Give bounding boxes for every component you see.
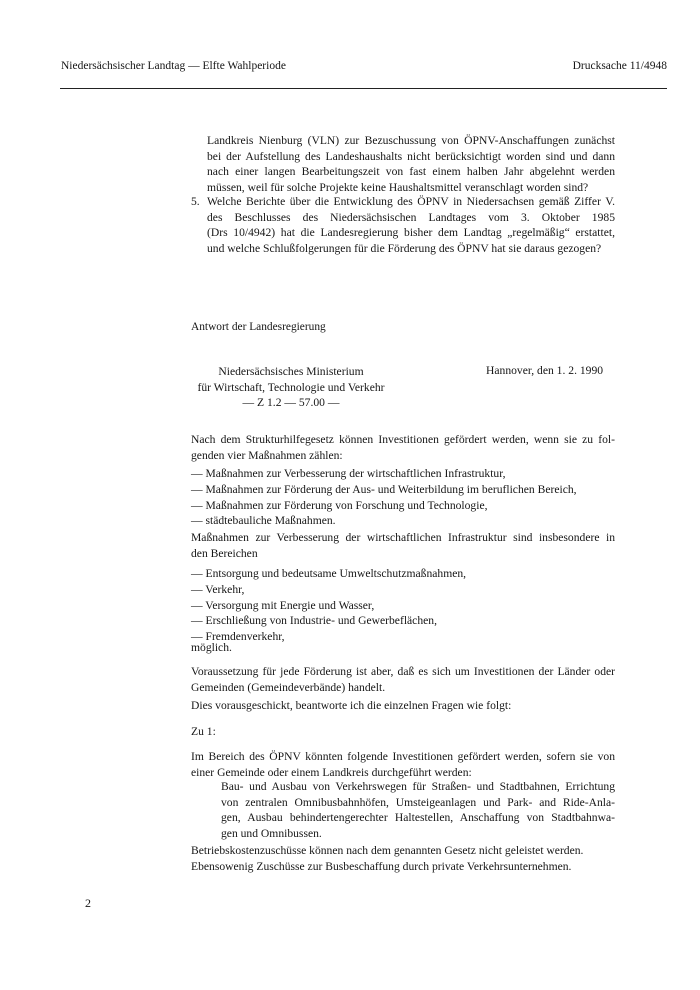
text-line: des Beschlusses des Niedersächsischen Landtages vom 3. Oktober 1985: [207, 210, 615, 224]
text-line: Landkreis Nienburg (VLN) zur Bezuschussung von ÖPNV-Anschaffungen zunächst: [207, 134, 615, 147]
place-date: Hannover, den 1. 2. 1990: [486, 364, 604, 377]
text-line: Betriebskostenzuschüsse können nach dem genannten Gesetz nicht geleistet werden.: [191, 844, 584, 857]
text-line: gen, Ausbau behindertengerechter Haltestellen, Anschaffung von Stadtbahnwa-: [221, 811, 615, 824]
header-title: Niedersächsischer Landtag — Elfte Wahlperiode: [61, 60, 286, 72]
list-item: — Entsorgung und bedeutsame Umweltschutzmaßnahmen,: [191, 567, 467, 580]
document-number: Drucksache 11/4948: [572, 60, 667, 72]
ministry-name: Niedersächsisches Ministerium: [218, 365, 364, 378]
text-line: Welche Berichte über die Entwicklung des ÖPNV in Niedersachsen gemäß Ziffer V.: [207, 195, 615, 208]
text-line: Bau- und Ausbau von Verkehrswegen für Straßen- und Stadtbahnen, Errichtung: [221, 780, 615, 793]
ministry-department: für Wirtschaft, Technologie und Verkehr: [197, 380, 385, 394]
text-line: bei der Aufstellung des Landeshaushalts nicht berücksichtigt worden sind und dann: [207, 149, 615, 163]
list-item: — Verkehr,: [191, 582, 245, 596]
reference-number: — Z 1.2 — 57.00 —: [242, 396, 340, 409]
text-line: Gemeinden (Gemeindeverbände) handelt.: [191, 680, 386, 694]
text-line: von zentralen Omnibusbahnhöfen, Umsteigeanlagen und Park- and Ride-Anla-: [221, 795, 615, 809]
text-line: und welche Schlußfolgerungen für die Förderung des ÖPNV hat sie daraus gezogen?: [207, 241, 602, 255]
paragraph-transition: Dies vorausgeschickt, beantworte ich die einzelnen Fragen wie folgt:: [191, 699, 512, 712]
text-line: Voraussetzung für jede Förderung ist aber, daß es sich um Investitionen der Länder oder: [191, 665, 615, 678]
list-item: — Erschließung von Industrie- und Gewerbeflächen,: [191, 614, 437, 628]
question-number: 5.: [191, 195, 200, 208]
paragraph-intro: [191, 432, 615, 463]
measures-list: [191, 466, 615, 529]
paragraph-infrastructure: [191, 530, 615, 561]
list-item: — städtebauliche Maßnahmen.: [191, 514, 336, 528]
list-item: — Versorgung mit Energie und Wasser,: [191, 598, 375, 612]
question-5: [191, 194, 615, 256]
page-number: 2: [85, 896, 91, 910]
text-line: gen und Omnibussen.: [221, 826, 322, 840]
text-line: den Bereichen: [191, 546, 258, 560]
list-item: — Maßnahmen zur Verbesserung der wirtschaftlichen Infrastruktur,: [191, 467, 506, 480]
answer-heading: Antwort der Landesregierung: [191, 321, 326, 333]
text-line: Ebensowenig Zuschüsse zur Busbeschaffung durch private Verkehrsunternehmen.: [191, 859, 572, 873]
text-line: nach einer langen Bearbeitungszeit von fast einem halben Jahr abgelehnt werden: [207, 165, 615, 178]
text-line: Nach dem Strukturhilfegesetz können Investitionen gefördert werden, wenn sie zu fol-: [191, 433, 615, 446]
areas-list: [191, 566, 615, 645]
answer-1-label: Zu 1:: [191, 725, 216, 738]
text-line: (Drs 10/4942) hat die Landesregierung bisher dem Landtag „regelmäßig“ erstattet,: [207, 226, 615, 239]
text-line: Im Bereich des ÖPNV könnten folgende Investitionen gefördert werden, sofern sie von: [191, 750, 615, 763]
question-text: [207, 194, 615, 256]
text-line: müssen, weil für solche Projekte keine Haushaltsmittel veranschlagt worden sind?: [207, 180, 589, 194]
text-line: Maßnahmen zur Verbesserung der wirtschaftlichen Infrastruktur sind insbesondere in: [191, 531, 615, 544]
indented-investments: [221, 779, 615, 841]
text-line: genden vier Maßnahmen zählen:: [191, 448, 343, 462]
header-rule: [60, 88, 667, 89]
text-line: einer Gemeinde oder einem Landkreis durchgeführt werden:: [191, 765, 472, 779]
text-line: möglich.: [191, 641, 232, 654]
ministry-block: [191, 364, 391, 411]
list-item: — Maßnahmen zur Förderung von Forschung und Technologie,: [191, 498, 488, 512]
list-item: — Maßnahmen zur Förderung der Aus- und Weiterbildung im beruflichen Bereich,: [191, 482, 577, 496]
paragraph-oepnv: [191, 749, 615, 780]
question-4-continuation: [207, 133, 615, 195]
paragraph-operating-costs: [191, 843, 615, 874]
list-item: — Fremdenverkehr,: [191, 630, 285, 644]
paragraph-prerequisite: [191, 664, 615, 695]
